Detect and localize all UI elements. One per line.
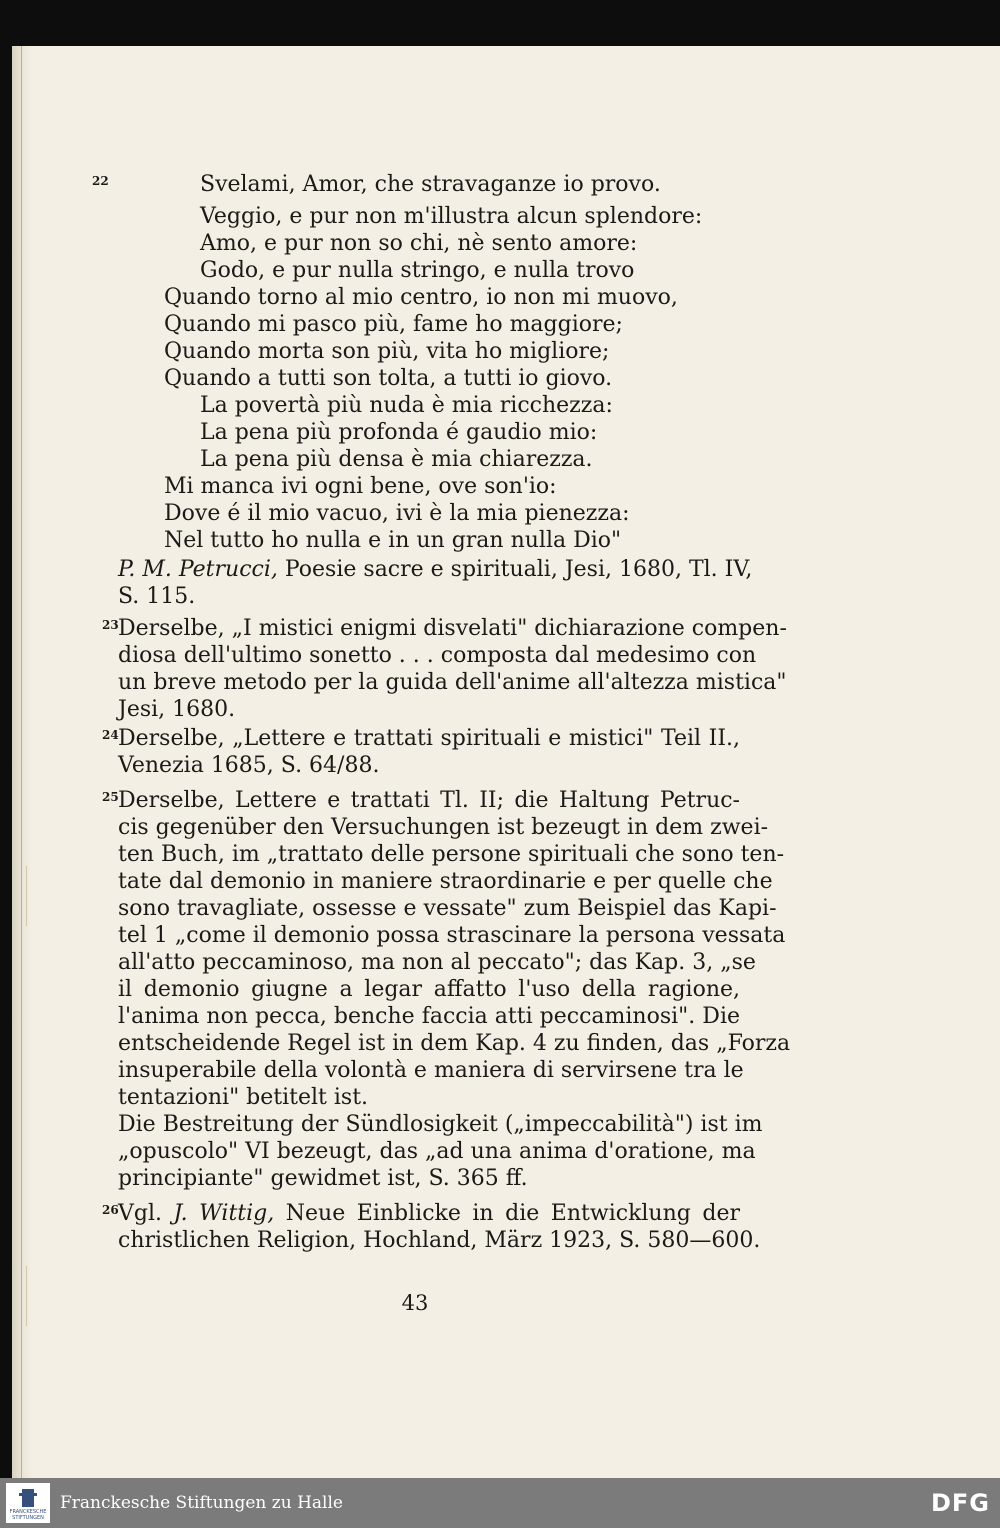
citation-title: Poesie sacre e spirituali, Jesi, 1680, Tl. IV, bbox=[277, 557, 753, 582]
footnote-line: entscheidende Regel ist in dem Kap. 4 zu finden, das „Forza bbox=[118, 1031, 791, 1056]
page-number: 43 bbox=[401, 1291, 429, 1315]
poem-line: Quando torno al mio centro, io non mi muovo, bbox=[164, 285, 678, 310]
footnote-line: l'anima non pecca, benche faccia atti peccaminosi". Die bbox=[118, 1004, 740, 1029]
footnote-line: un breve metodo per la guida dell'anime all'altezza mistica" bbox=[118, 670, 787, 695]
poem-line: Godo, e pur nulla stringo, e nulla trovo bbox=[200, 258, 635, 283]
logo-text: FRANCKESCHE STIFTUNGEN bbox=[9, 1509, 47, 1521]
poem-line: Nel tutto ho nulla e in un gran nulla Dio" bbox=[164, 528, 622, 553]
citation-author: P. M. Petrucci, bbox=[118, 557, 278, 582]
footnote-title: Neue Einblicke in die Entwicklung der bbox=[274, 1201, 741, 1226]
footnote-line: tate dal demonio in maniere straordinarie e per quelle che bbox=[118, 869, 773, 894]
footnote-line: Die Bestreitung der Sündlosigkeit („impeccabilità") ist im bbox=[118, 1112, 763, 1137]
poem-line: Svelami, Amor, che stravaganze io provo. bbox=[200, 172, 661, 197]
footnote-line: all'atto peccaminoso, ma non al peccato"; das Kap. 3, „se bbox=[118, 950, 756, 975]
footnote-line: Derselbe, Lettere e trattati Tl. II; die Haltung Petruc- bbox=[118, 788, 740, 813]
footnote-marker-26: 26 bbox=[102, 1203, 119, 1217]
footnote-line: „opuscolo" VI bezeugt, das „ad una anima d'oratione, ma bbox=[118, 1139, 756, 1164]
footnote-author: J. Wittig, bbox=[173, 1201, 275, 1226]
poem-line: La pena più densa è mia chiarezza. bbox=[200, 447, 593, 472]
footnote-marker-23: 23 bbox=[102, 618, 119, 632]
footnote-prefix: Vgl. bbox=[118, 1201, 174, 1226]
poem-line: Quando mi pasco più, fame ho maggiore; bbox=[164, 312, 623, 337]
footnote-line: diosa dell'ultimo sonetto . . . composta dal medesimo con bbox=[118, 643, 757, 668]
citation-line bbox=[118, 557, 753, 583]
footnote-line: Derselbe, „I mistici enigmi disvelati" dichiarazione compen- bbox=[118, 616, 787, 641]
footnote-line: christlichen Religion, Hochland, März 1923, S. 580—600. bbox=[118, 1228, 761, 1253]
citation-line: S. 115. bbox=[118, 584, 196, 609]
poem-line: Dove é il mio vacuo, ivi è la mia pienezza: bbox=[164, 501, 630, 526]
footnote-line: principiante" gewidmet ist, S. 365 ff. bbox=[118, 1166, 528, 1191]
poem-line: Veggio, e pur non m'illustra alcun splendore: bbox=[200, 204, 703, 229]
footnote-line bbox=[118, 1201, 740, 1227]
footnote-line: insuperabile della volontà e maniera di servirsene tra le bbox=[118, 1058, 744, 1083]
footnote-line: cis gegenüber den Versuchungen ist bezeugt in dem zwei- bbox=[118, 815, 769, 840]
footnote-line: il demonio giugne a legar affatto l'uso della ragione, bbox=[118, 977, 740, 1002]
footnote-line: sono travagliate, ossesse e vessate" zum Beispiel das Kapi- bbox=[118, 896, 777, 921]
footnote-line: tentazioni" betitelt ist. bbox=[118, 1085, 369, 1110]
footnote-line: Venezia 1685, S. 64/88. bbox=[118, 753, 380, 778]
footnote-marker-24: 24 bbox=[102, 728, 119, 742]
footnote-marker-22: 22 bbox=[92, 174, 109, 188]
poem-line: La pena più profonda é gaudio mio: bbox=[200, 420, 598, 445]
footnote-line: Derselbe, „Lettere e trattati spirituali e mistici" Teil II., bbox=[118, 726, 740, 751]
institution-logo[interactable] bbox=[6, 1483, 50, 1523]
poem-line: Mi manca ivi ogni bene, ove son'io: bbox=[164, 474, 557, 499]
institution-name[interactable]: Franckesche Stiftungen zu Halle bbox=[60, 1493, 343, 1513]
footnote-line: tel 1 „come il demonio possa strascinare la persona vessata bbox=[118, 923, 786, 948]
poem-line: Quando a tutti son tolta, a tutti io giovo. bbox=[164, 366, 613, 391]
poem-line: La povertà più nuda è mia ricchezza: bbox=[200, 393, 613, 418]
poem-line: Amo, e pur non so chi, nè sento amore: bbox=[200, 231, 638, 256]
footnote-line: Jesi, 1680. bbox=[118, 697, 236, 722]
footnote-line: ten Buch, im „trattato delle persone spirituali che sono ten- bbox=[118, 842, 785, 867]
building-icon bbox=[22, 1489, 34, 1507]
poem-line: Quando morta son più, vita ho migliore; bbox=[164, 339, 610, 364]
dfg-logo[interactable]: DFG bbox=[930, 1489, 990, 1517]
viewer-footer bbox=[0, 1478, 1000, 1528]
footnote-marker-25: 25 bbox=[102, 790, 119, 804]
